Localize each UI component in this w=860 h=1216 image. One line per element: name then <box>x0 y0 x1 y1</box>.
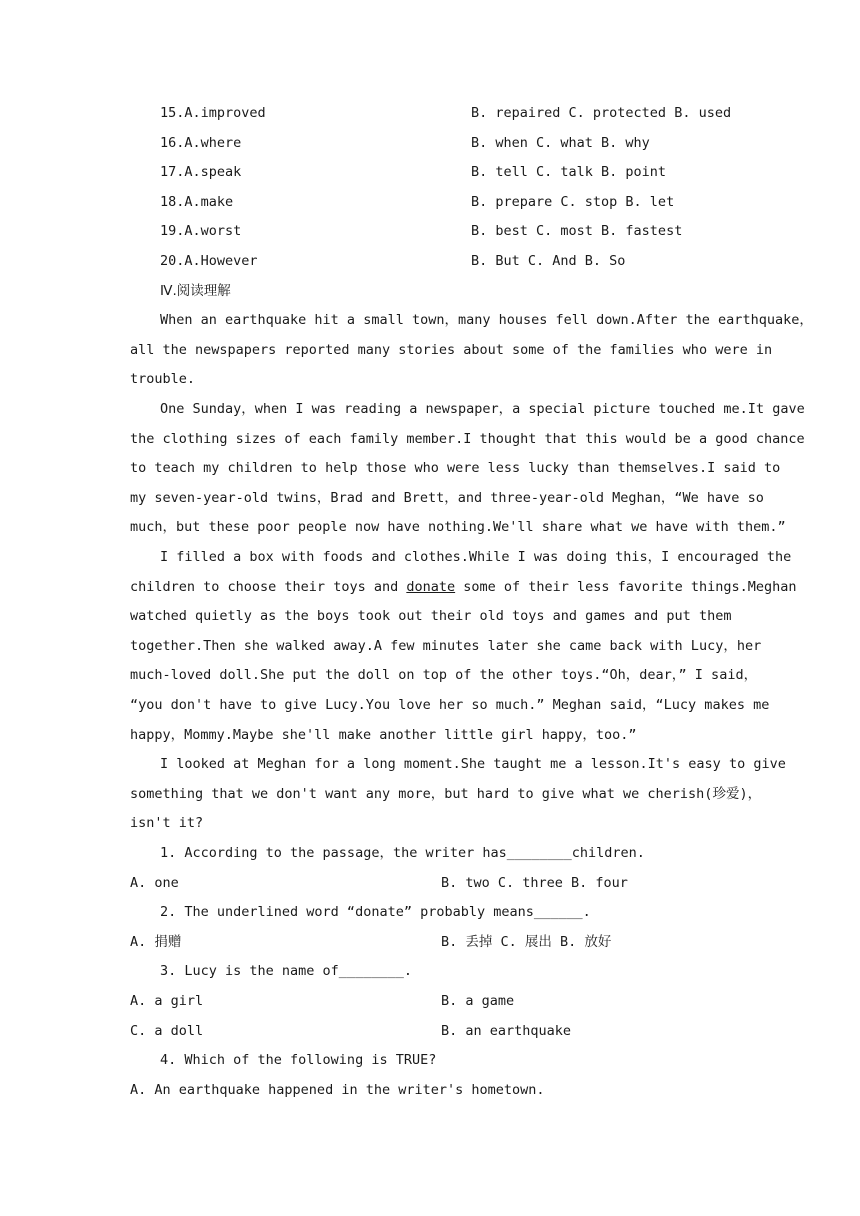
option-d: B. an earthquake <box>441 1022 572 1039</box>
passage-line: all the newspapers reported many stories about some of the families who were in <box>130 341 773 358</box>
option-a: A. a girl <box>130 993 204 1009</box>
option-rest: B. two C. three B. four <box>441 874 628 891</box>
question-options <box>130 928 730 958</box>
passage-line: my seven-year-old twins，Brad and Brett，and three-year-old Meghan，“We have so <box>130 489 764 506</box>
cloze-option-a: 16.A.where <box>160 134 242 151</box>
underlined-word: donate <box>406 578 456 595</box>
option-b: B. a game <box>441 993 515 1009</box>
passage-line: the clothing sizes of each family member.I thought that this would be a good chance <box>130 430 805 447</box>
question-options <box>130 869 730 899</box>
passage-line: watched quietly as the boys took out their old toys and games and put them <box>130 608 732 625</box>
cloze-option-a: 18.A.make <box>160 193 234 210</box>
cloze-option-row <box>130 158 730 188</box>
cloze-option-rest: B. prepare C. stop B. let <box>471 193 675 210</box>
option-rest: B. 丢掉 C. 展出 B. 放好 <box>441 933 612 950</box>
cloze-option-rest: B. repaired C. protected B. used <box>471 105 732 121</box>
option-a: A. An earthquake happened in the writer's hometown. <box>130 1081 545 1098</box>
passage-line: When an earthquake hit a small town，many houses fell down.After the earthquake， <box>160 312 813 329</box>
cloze-option-row <box>130 217 730 247</box>
passage-line: much，but these poor people now have nothing.We'll share what we have with them.” <box>130 519 786 536</box>
passage-line: to teach my children to help those who were less lucky than themselves.I said to <box>130 460 781 477</box>
question-stem: 3. Lucy is the name of________. <box>160 963 412 980</box>
cloze-option-a: 20.A.However <box>160 253 258 269</box>
passage-line: something that we don't want any more，but hard to give what we cherish(珍爱)， <box>130 785 762 802</box>
cloze-option-row <box>130 99 730 129</box>
cloze-option-rest: B. best C. most B. fastest <box>471 223 683 240</box>
passage-line: “you don't have to give Lucy.You love her so much.” Meghan said，“Lucy makes me <box>130 697 770 713</box>
cloze-option-a: 17.A.speak <box>160 164 242 181</box>
cloze-option-row <box>130 247 730 277</box>
cloze-option-rest: B. But C. And B. So <box>471 253 626 269</box>
section-title: Ⅳ.阅读理解 <box>160 282 231 299</box>
cloze-option-row <box>130 188 730 218</box>
passage-line: trouble. <box>130 371 196 388</box>
question-options <box>130 1017 730 1047</box>
option-a: A. 捐赠 <box>130 933 182 950</box>
passage-line: happy，Mommy.Maybe she'll make another little girl happy，too.” <box>130 726 637 743</box>
question-stem: 4. Which of the following is TRUE? <box>160 1052 437 1069</box>
question-stem: 1. According to the passage，the writer has________children. <box>160 845 645 861</box>
passage-line: much-loved doll.She put the doll on top of the other toys.“Oh，dear，” I said， <box>130 667 758 684</box>
passage-line: children to choose their toys and donate some of their less favorite things.Meghan <box>130 578 797 595</box>
passage-line: I looked at Meghan for a long moment.She taught me a lesson.It's easy to give <box>160 756 786 773</box>
option-a: A. one <box>130 874 179 891</box>
passage-line: I filled a box with foods and clothes.While I was doing this，I encouraged the <box>160 549 792 565</box>
cloze-option-rest: B. tell C. talk B. point <box>471 164 667 181</box>
passage-line: together.Then she walked away.A few minutes later she came back with Lucy，her <box>130 637 762 654</box>
cloze-option-a: 19.A.worst <box>160 223 242 240</box>
question-stem: 2. The underlined word “donate” probably means______. <box>160 904 591 921</box>
question-options <box>130 987 730 1017</box>
passage-line: isn't it? <box>130 815 204 832</box>
passage-line: One Sunday，when I was reading a newspaper，a special picture touched me.It gave <box>160 401 805 417</box>
cloze-option-row <box>130 129 730 159</box>
option-c: C. a doll <box>130 1022 204 1039</box>
cloze-option-a: 15.A.improved <box>160 105 266 121</box>
cloze-option-rest: B. when C. what B. why <box>471 134 650 151</box>
